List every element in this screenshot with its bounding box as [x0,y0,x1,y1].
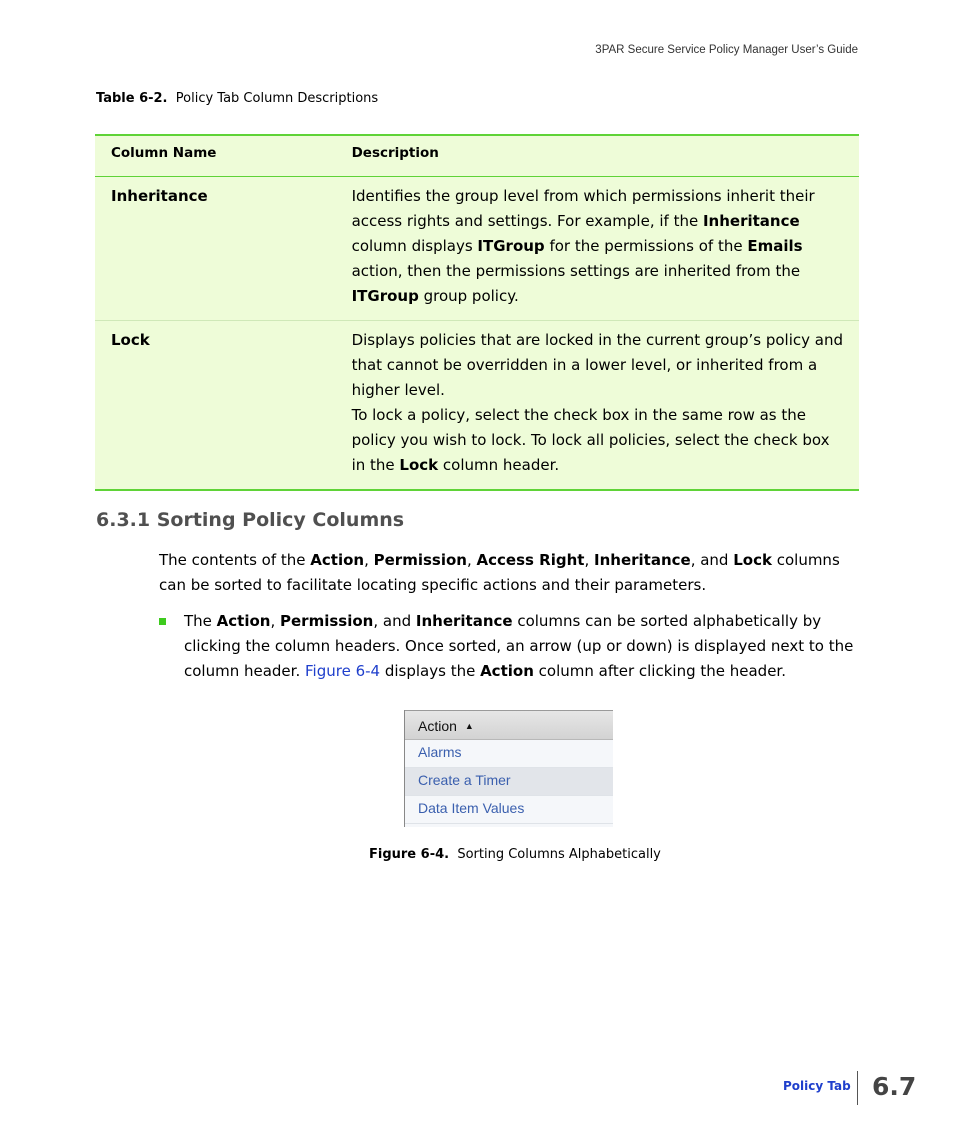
body-paragraph [159,548,859,598]
column-name-header: Column Name [95,135,352,176]
text-run: , and [690,551,734,569]
list-item[interactable]: Create a Timer [405,768,613,796]
sort-ascending-icon: ▲ [464,721,474,731]
row-name-lock: Lock [111,330,150,349]
bold-term: Permission [373,551,467,569]
footer-section-link[interactable]: Policy Tab [783,1079,851,1093]
row-description [352,176,859,320]
bullet-square-icon [159,618,166,625]
bold-term: ITGroup [351,286,419,305]
policy-tab-column-table [95,134,859,491]
page-number: 6.7 [872,1072,917,1101]
table-caption-label: Table 6-2. [96,91,168,106]
bold-term: Permission [280,612,374,630]
bullet-text [184,609,859,684]
bold-term: ITGroup [477,236,545,255]
figure-caption [369,847,661,862]
action-column-header[interactable] [405,710,613,740]
bold-term: Emails [747,236,803,255]
description-line [352,209,843,234]
list-item[interactable]: Data Item Values [405,796,613,824]
bold-term: Lock [399,455,439,474]
text-run: Identifies the group level from which permissions inherit their [351,186,815,205]
text-run: column displays [351,236,478,255]
bold-term: Action [216,612,271,630]
description-line [352,403,843,428]
table-caption [96,91,378,106]
table-caption-title: Policy Tab Column Descriptions [175,91,379,106]
table-row [95,176,859,320]
section-heading: 6.3.1 Sorting Policy Columns [96,509,405,531]
bold-term: Inheritance [702,211,800,230]
row-description [352,320,859,490]
table-header-row [95,135,859,176]
text-run: , and [373,612,416,630]
description-header: Description [352,135,859,176]
text-run: The contents of the [159,551,311,569]
description-line [352,428,843,453]
row-name-inheritance: Inheritance [95,176,352,320]
bold-term: Inheritance [594,551,691,569]
text-run: column header. [438,455,560,474]
running-header: 3PAR Secure Service Policy Manager User’s Guide [595,44,858,56]
list-item[interactable]: Alarms [405,740,613,768]
bullet-item [159,609,859,684]
description-line [352,353,843,378]
description-line [352,259,843,284]
text-run: in the [351,455,400,474]
text-run: columns can be sorted to facilitate locating specific actions and their parameters. [159,551,840,594]
text-run: To lock a policy, select the check box in the same row as the [351,405,807,424]
text-run: displays the [380,662,481,680]
text-run: , [270,612,281,630]
bold-term: Access Right [476,551,585,569]
bold-term: Lock [733,551,772,569]
text-run: that cannot be overridden in a lower level, or inherited from a [351,355,818,374]
text-run: action, then the permissions settings are inherited from the [351,261,801,280]
sorted-column-figure [404,710,613,827]
bold-term: Action [310,551,365,569]
text-run: group policy. [418,286,519,305]
figure-caption-title: Sorting Columns Alphabetically [457,847,661,862]
text-run: column after clicking the header. [533,662,786,680]
footer-divider [857,1071,858,1105]
description-line [352,284,843,309]
description-line [352,234,843,259]
action-header-label: Action [418,718,457,734]
figure-caption-label: Figure 6-4. [369,847,450,862]
text-run: higher level. [351,380,445,399]
table-row [95,320,859,490]
description-line [352,184,843,209]
text-run: The [184,612,217,630]
text-run: policy you wish to lock. To lock all policies, select the check box [351,430,830,449]
text-run: Displays policies that are locked in the current group’s policy and [351,330,843,349]
text-run: columns can be sorted alphabetically by clicking the column headers. Once sorted, an arrow (up or down) is displayed next to the column header. [184,612,854,680]
text-run: for the permissions of the [544,236,748,255]
description-line [352,328,843,353]
description-line [352,378,843,403]
bold-term: Action [480,662,534,680]
bold-term: Inheritance [415,612,513,630]
text-run: , [364,551,374,569]
text-run: , [466,551,477,569]
description-line [352,453,843,478]
text-run: , [584,551,594,569]
figure-reference-link[interactable]: Figure 6-4 [305,662,381,680]
text-run: access rights and settings. For example, if the [351,211,703,230]
